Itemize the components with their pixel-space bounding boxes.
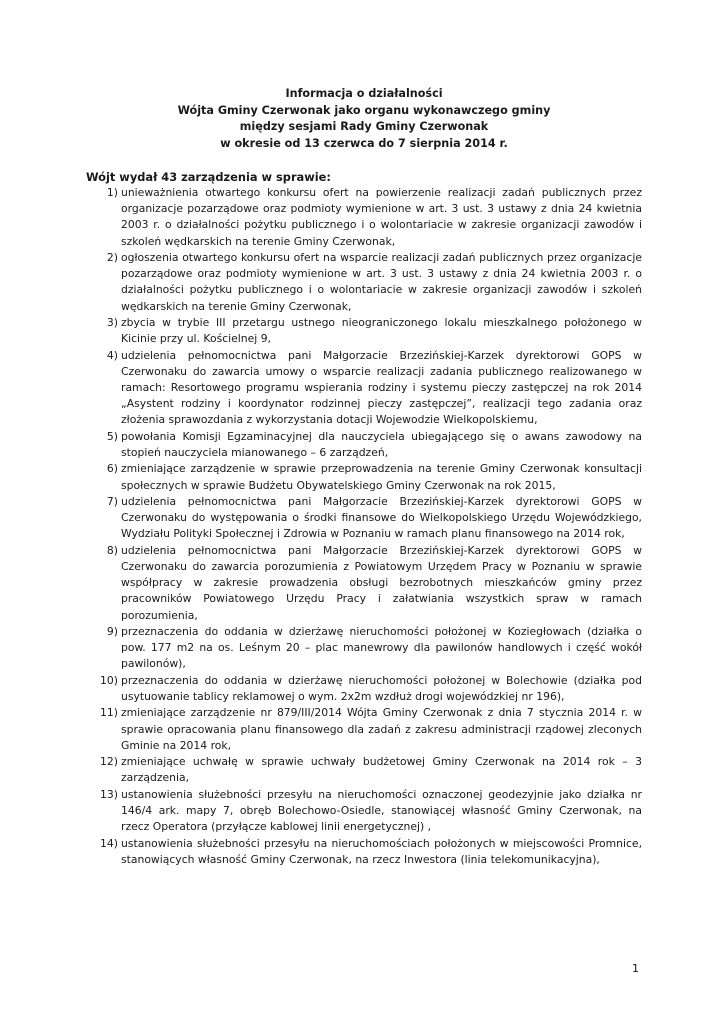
item-number: 7) [106,494,118,508]
item-number: 6) [106,462,118,476]
ordinance-list [86,185,642,868]
item-number: 14) [100,836,118,850]
list-item [86,754,642,786]
item-text: unieważnienia otwartego konkursu ofert na powierzenie realizacji zadań publicznych przez organizacje pozarządowe oraz podmioty wymienione w art. 3 ust. 3 ustawy z dnia 24 kwietnia 2003 r. o działalności pożytku publicznego i o wolontariacie w zakresie organizacji zawodów i szkoleń wędkarskich na terenie Gminy Czerwonak, [121,186,642,248]
list-item [86,836,642,868]
list-item [86,624,642,673]
item-text: ogłoszenia otwartego konkursu ofert na wsparcie realizacji zadań publicznych przez organizacje pozarządowe oraz podmioty wymienione w art. 3 ust. 3 ustawy z dnia 24 kwietnia 2003 r. o działalności pożytku publicznego i o wolontariacie w zakresie organizacji zawodów i szkoleń wędkarskich na terenie Gminy Czerwonak, [121,251,642,313]
list-item [86,315,642,347]
item-number: 3) [106,316,118,329]
list-item [86,705,642,754]
item-number: 4) [106,348,118,362]
item-text: zbycia w trybie III przetargu ustnego nieograniczonego lokalu mieszkalnego położonego w Kicinie przy ul. Kościelnej 9, [121,316,642,346]
item-text: udzielenia pełnomocnictwa pani Małgorzacie Brzezińskiej-Karzek dyrektorowi GOPS w Czerwonaku do występowania o środki finansowe do Wielkopolskiego Urzędu Wojewódzkiego, Wydziału Polityki Społecznej i Zdrowia w Poznaniu w ramach planu finansowego na 2014 rok, [121,494,642,541]
item-number: 10) [100,673,118,687]
item-number: 2) [106,251,118,264]
list-item [86,543,642,624]
lead-heading: Wójt wydał 43 zarządzenia w sprawie: [86,170,331,184]
item-text: ustanowienia służebności przesyłu na nieruchomościach położonych w miejscowości Promnice, stanowiących własność Gminy Czerwonak, na rzecz Inwestora (linia telekomunikacyjna), [121,836,642,866]
item-text: przeznaczenia do oddania w dzierżawę nieruchomości położonej w Bolechowie (działka pod usytuowanie tablicy reklamowej o wym. 2x2m wzdłuż drogi wojewódzkiej nr 196), [121,673,642,703]
list-item [86,461,642,493]
header-subtitle: Wójta Gminy Czerwonak jako organu wykonawczego gminy [177,103,551,117]
list-item [86,185,642,250]
item-text: udzielenia pełnomocnictwa pani Małgorzacie Brzezińskiej-Karzek dyrektorowi GOPS w Czerwonaku do zawarcia porozumienia z Powiatowym Urzędem Pracy w Poznaniu w sprawie współpracy w zakresie prowadzenia obsługi bezrobotnych mieszkańców gminy przez pracowników Powiatowego Urzędu Pracy i załatwiania wszystkich spraw w ramach porozumienia, [121,543,642,622]
item-number: 12) [100,755,118,769]
item-number: 1) [106,186,118,199]
list-item [86,787,642,836]
item-text: udzielenia pełnomocnictwa pani Małgorzacie Brzezińskiej-Karzek dyrektorowi GOPS w Czerwonaku do zawarcia umowy o wsparcie realizacji zadania publicznego realizowanego w ramach: Resortowego programu wspierania rodziny i systemu pieczy zastępczej na rok 2014 „Asystent rodziny i koordynator rodzinnej pieczy zastępczej”, realizacji tego zadania oraz złożenia sprawozdania z wykorzystania dotacji Wojewodzie Wielkopolskiemu, [121,348,642,427]
item-number: 13) [100,787,118,801]
header-period: w okresie od 13 czerwca do 7 sierpnia 2014 r. [220,136,508,150]
item-number: 8) [106,543,118,557]
list-item [86,494,642,543]
item-number: 11) [100,706,118,720]
item-text: zmieniające zarządzenie nr 879/III/2014 Wójta Gminy Czerwonak z dnia 7 stycznia 2014 r. w sprawie opracowania planu finansowego dla zadań z zakresu administracji rządowej zleconych Gminie na 2014 rok, [121,706,642,752]
list-item [86,673,642,705]
item-text: przeznaczenia do oddania w dzierżawę nieruchomości położonej w Koziegłowach (działka o pow. 177 m2 na os. Leśnym 20 – plac manewrowy dla pawilonów handlowych i część wokół pawilonów), [121,624,642,671]
item-text: zmieniające uchwałę w sprawie uchwały budżetowej Gminy Czerwonak na 2014 rok – 3 zarządzenia, [121,755,642,785]
list-item [86,250,642,315]
header-subtitle-2: między sesjami Rady Gminy Czerwonak [239,120,489,133]
item-number: 9) [106,624,118,638]
document-header [86,86,642,152]
list-item [86,348,642,429]
header-title: Informacja o działalności [285,87,443,100]
page-number: 1 [632,962,639,975]
item-text: zmieniające zarządzenie w sprawie przeprowadzenia na terenie Gminy Czerwonak konsultacji społecznych w sprawie Budżetu Obywatelskiego Gminy Czerwonak na rok 2015, [121,462,642,492]
item-number: 5) [106,429,118,443]
item-text: ustanowienia służebności przesyłu na nieruchomości oznaczonej geodezyjnie jako działka nr 146/4 ark. mapy 7, obręb Bolechowo-Osiedle, stanowiącej własność Gminy Czerwonak, na rzecz Operatora (przyłącze kablowej linii energetycznej) , [121,787,642,834]
list-item [86,429,642,461]
item-text: powołania Komisji Egzaminacyjnej dla nauczyciela ubiegającego się o awans zawodowy na stopień nauczyciela mianowanego – 6 zarządzeń, [121,429,642,459]
